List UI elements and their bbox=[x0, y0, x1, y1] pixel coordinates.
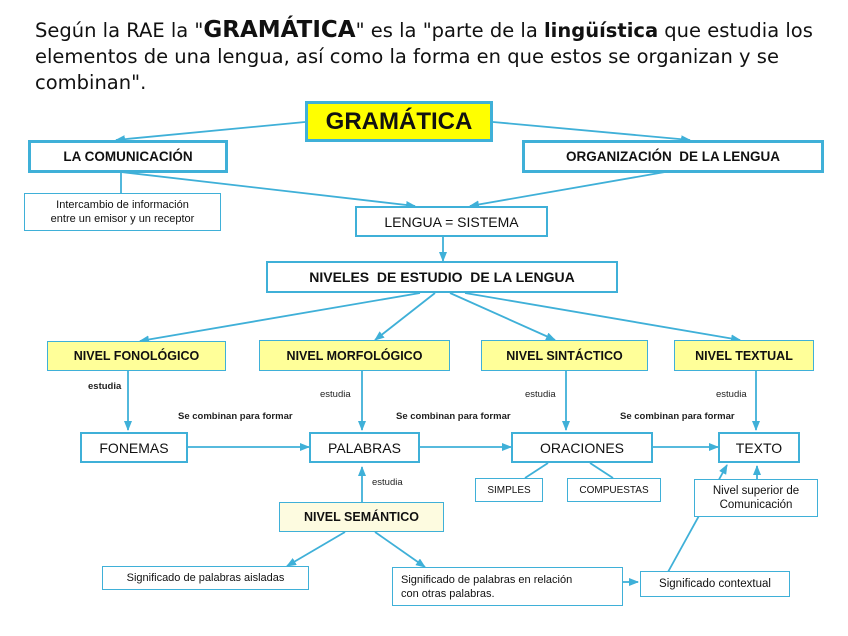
node-palabras-label: PALABRAS bbox=[328, 439, 401, 456]
link-gramatica-organizacion bbox=[493, 122, 690, 140]
node-fonologico bbox=[47, 341, 226, 371]
node-fonemas bbox=[80, 432, 188, 463]
intro-text-1: Según la RAE la " bbox=[35, 19, 204, 42]
intro-linguistica: lingüística bbox=[544, 19, 659, 42]
link-organizacion-lengua bbox=[470, 172, 665, 206]
node-lengua-label: LENGUA = SISTEMA bbox=[384, 213, 519, 230]
node-fonemas-label: FONEMAS bbox=[99, 439, 169, 456]
node-oraciones bbox=[511, 432, 653, 463]
node-sintactico-label: NIVEL SINTÁCTICO bbox=[506, 348, 623, 363]
node-relacion bbox=[392, 567, 623, 606]
node-oraciones-label: ORACIONES bbox=[539, 439, 624, 456]
node-comunicacion-label: LA COMUNICACIÓN bbox=[63, 149, 193, 164]
node-palabras bbox=[309, 432, 420, 463]
label-combinan-2: Se combinan para formar bbox=[396, 411, 511, 422]
node-compuestas-label: COMPUESTAS bbox=[579, 484, 649, 496]
node-relacion-line1: Significado de palabras en relación bbox=[401, 573, 573, 586]
node-compuestas bbox=[567, 478, 661, 502]
node-intercambio bbox=[24, 193, 221, 231]
node-gramatica-label: GRAMÁTICA bbox=[325, 107, 473, 135]
label-combinan-3: Se combinan para formar bbox=[620, 411, 735, 422]
node-superior bbox=[694, 479, 818, 517]
node-superior-line1: Nivel superior de bbox=[712, 485, 800, 497]
intro-text-3: que estudia los elementos de una lengua, así como la forma en que estos se organizan y se combinan". bbox=[35, 19, 813, 94]
node-contextual bbox=[640, 571, 790, 597]
node-simples-label: SIMPLES bbox=[487, 484, 531, 496]
node-gramatica bbox=[305, 101, 493, 142]
node-texto-label: TEXTO bbox=[735, 439, 783, 456]
intro-text-2: " es la "parte de la bbox=[355, 19, 544, 42]
node-simples bbox=[475, 478, 543, 502]
node-morfologico-label: NIVEL MORFOLÓGICO bbox=[286, 348, 423, 363]
node-comunicacion bbox=[28, 140, 228, 173]
node-relacion-line2: con otras palabras. bbox=[401, 587, 495, 600]
label-estudia-semantico: estudia bbox=[372, 477, 403, 488]
link-semantico-relacion bbox=[375, 532, 425, 567]
node-niveles bbox=[266, 261, 618, 293]
label-estudia-textual: estudia bbox=[716, 389, 747, 400]
node-niveles-label: NIVELES DE ESTUDIO DE LA LENGUA bbox=[309, 269, 575, 285]
node-sintactico bbox=[481, 340, 648, 371]
label-estudia-fonologico: estudia bbox=[88, 381, 122, 392]
node-lengua bbox=[355, 206, 548, 237]
node-organizacion bbox=[522, 140, 824, 173]
label-estudia-morfologico: estudia bbox=[320, 389, 351, 400]
node-organizacion-label: ORGANIZACIÓN DE LA LENGUA bbox=[566, 149, 780, 164]
intro-gramatica: GRAMÁTICA bbox=[203, 17, 356, 43]
label-combinan-1: Se combinan para formar bbox=[178, 411, 293, 422]
node-texto bbox=[718, 432, 800, 463]
node-intercambio-line2: entre un emisor y un receptor bbox=[50, 213, 195, 225]
node-contextual-label: Significado contextual bbox=[659, 578, 771, 590]
node-morfologico bbox=[259, 340, 450, 371]
link-niveles-fonologico bbox=[140, 293, 420, 341]
node-textual bbox=[674, 340, 814, 371]
link-semantico-aisladas bbox=[287, 532, 345, 566]
node-textual-label: NIVEL TEXTUAL bbox=[695, 348, 793, 363]
node-intercambio-line1: Intercambio de información bbox=[56, 199, 189, 211]
link-niveles-textual bbox=[465, 293, 740, 340]
node-aisladas-label: Significado de palabras aisladas bbox=[126, 572, 285, 584]
node-aisladas bbox=[102, 566, 309, 590]
link-oraciones-simples bbox=[525, 463, 548, 478]
link-gramatica-comunicacion bbox=[116, 122, 305, 140]
label-estudia-sintactico: estudia bbox=[525, 389, 556, 400]
node-semantico-label: NIVEL SEMÁNTICO bbox=[303, 510, 420, 524]
node-superior-line2: Comunicación bbox=[719, 499, 793, 511]
link-oraciones-compuestas bbox=[590, 463, 613, 478]
node-semantico bbox=[279, 502, 444, 532]
node-fonologico-label: NIVEL FONOLÓGICO bbox=[73, 349, 200, 363]
